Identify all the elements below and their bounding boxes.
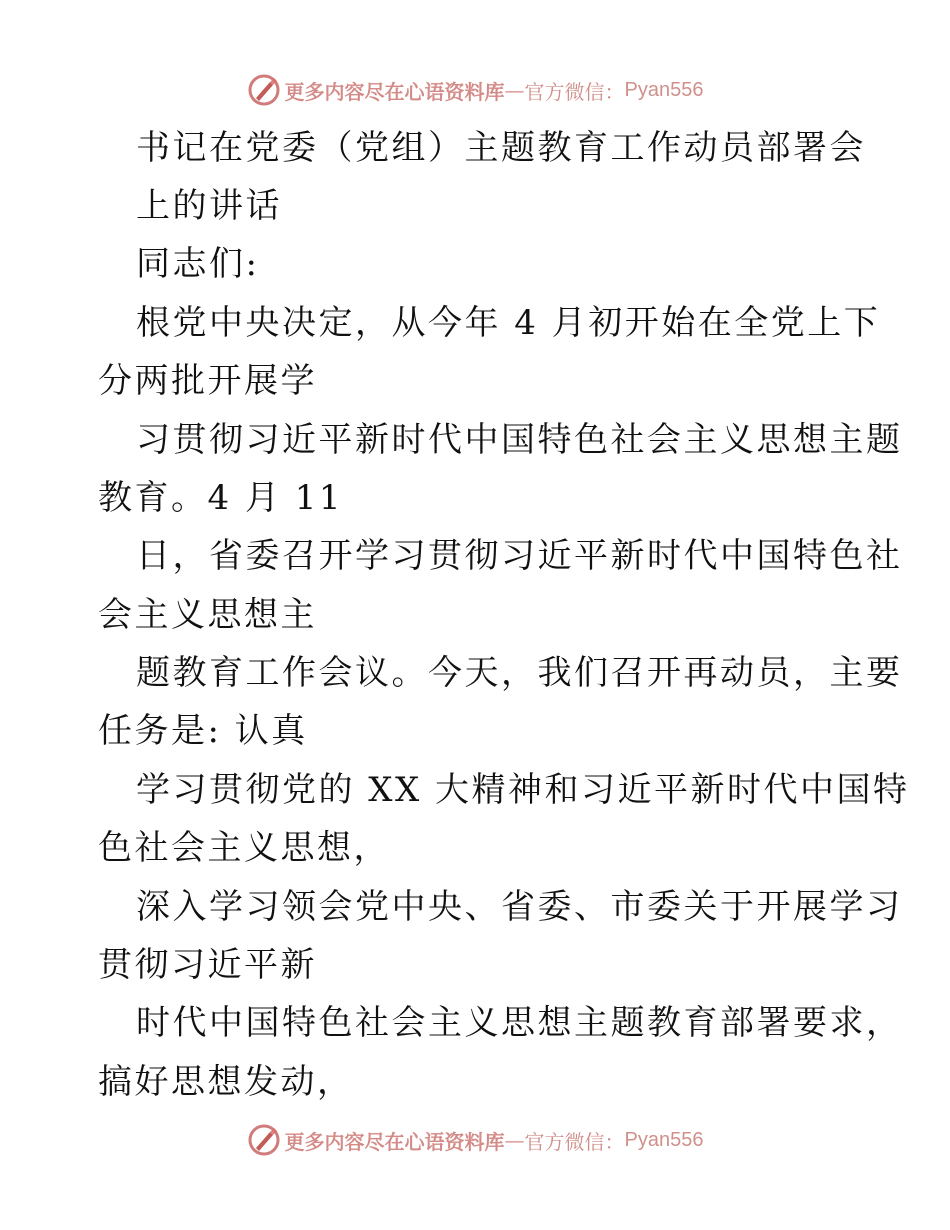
paragraph-line: 分两批开展学 bbox=[98, 361, 317, 401]
banner-site-text: 更多内容尽在心语资料库 bbox=[284, 1129, 505, 1154]
footer-watermark-banner bbox=[0, 1120, 950, 1160]
paragraph-line: 搞好思想发动， bbox=[98, 1062, 354, 1102]
paragraph-line: 色社会主义思想， bbox=[98, 828, 390, 868]
paragraph-line: 习贯彻习近平新时代中国特色社会主义思想主题 bbox=[136, 420, 903, 460]
paragraph-line: 深入学习领会党中央、省委、市委关于开展学习 bbox=[136, 887, 903, 927]
paragraph-line: 任务是: 认真 bbox=[98, 711, 308, 751]
paragraph-line: 时代中国特色社会主义思想主题教育部署要求， bbox=[136, 1003, 903, 1043]
paragraph-line: 会主义思想主 bbox=[98, 595, 317, 635]
pen-logo-icon bbox=[247, 1123, 281, 1157]
banner-separator: — bbox=[504, 78, 525, 102]
banner-wechat-label: 官方微信： bbox=[524, 1129, 625, 1154]
paragraph-line: 学习贯彻党的 XX 大精神和习近平新时代中国特 bbox=[136, 770, 910, 810]
banner-site-text: 更多内容尽在心语资料库 bbox=[284, 79, 505, 104]
paragraph-line: 日，省委召开学习贯彻习近平新时代中国特色社 bbox=[136, 536, 903, 576]
paragraph-line: 贯彻习近平新 bbox=[98, 945, 317, 985]
banner-wechat-label: 官方微信： bbox=[524, 79, 625, 104]
banner-wechat-id: Pyan556 bbox=[624, 78, 704, 101]
paragraph-line: 根党中央决定，从今年 4 月初开始在全党上下 bbox=[136, 303, 881, 343]
title-line-1: 书记在党委（党组）主题教育工作动员部署会 bbox=[136, 128, 866, 168]
banner-wechat-id: Pyan556 bbox=[624, 1128, 704, 1151]
paragraph-line: 题教育工作会议。今天，我们召开再动员，主要 bbox=[136, 653, 903, 693]
salutation: 同志们: bbox=[136, 244, 260, 284]
title-line-2: 上的讲话 bbox=[136, 186, 282, 226]
paragraph-line: 教育。4 月 11 bbox=[98, 478, 344, 518]
banner-separator: — bbox=[504, 1128, 525, 1152]
